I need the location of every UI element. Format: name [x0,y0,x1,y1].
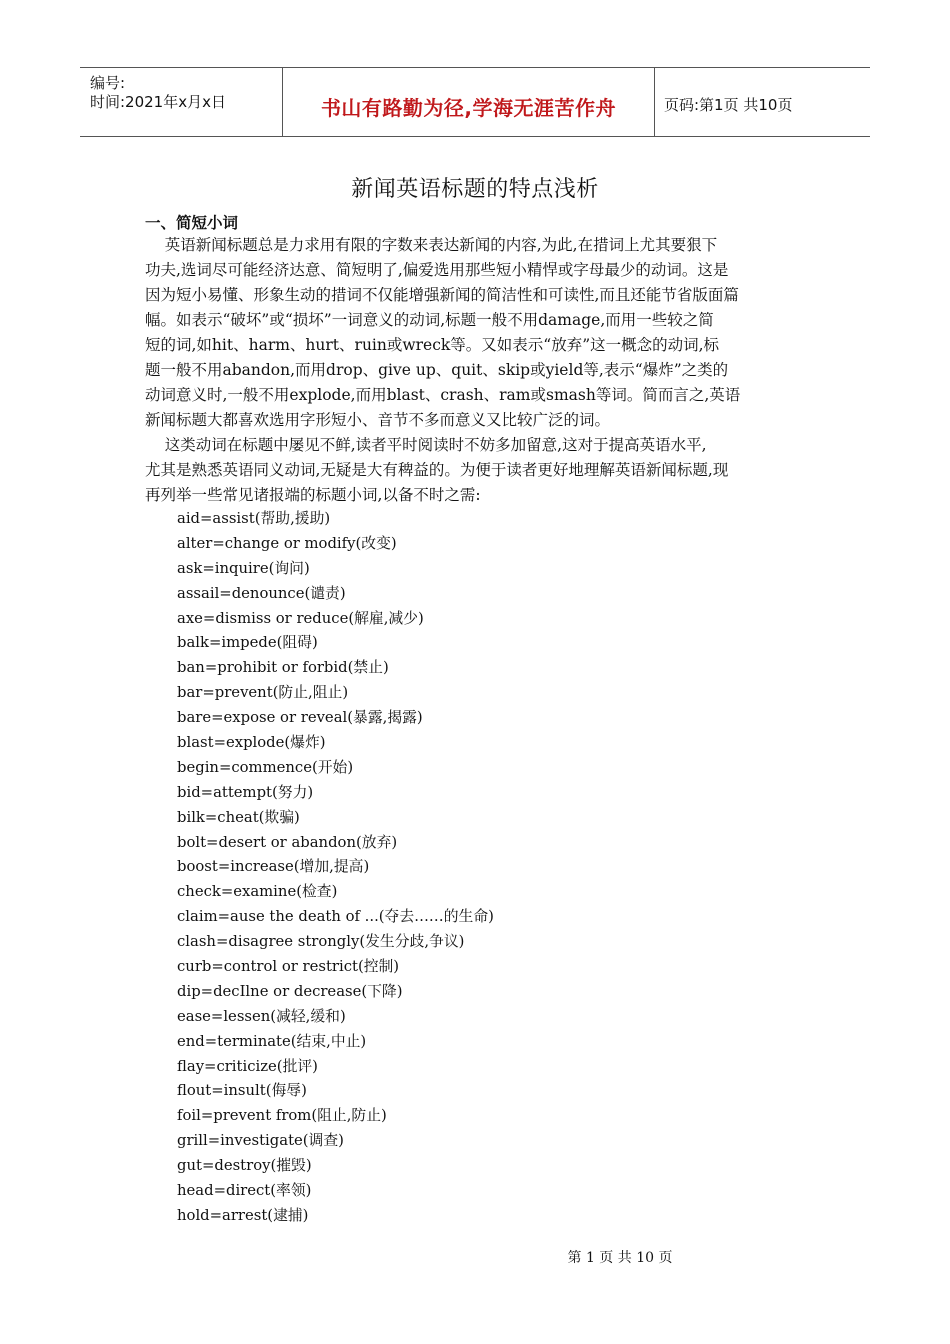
vocab-item: claim=ause the death of ...(夺去……的生命) [177,908,494,926]
section-heading: 一、简短小词 [145,214,239,232]
motto: 书山有路勤为径,学海无涯苦作舟 [320,96,617,120]
paragraph-line: 因为短小易懂、形象生动的措词不仅能增强新闻的简洁性和可读性,而且还能节省版面篇 [145,286,739,304]
paragraph-line: 题一般不用abandon,而用drop、give up、quit、skip或yield等,表示“爆炸”之类的 [145,361,729,379]
vocab-item: ease=lessen(减轻,缓和) [177,1007,346,1025]
header-table [80,67,870,137]
vocab-item: grill=investigate(调查) [177,1132,344,1150]
vocab-item: axe=dismiss or reduce(解雇,减少) [177,609,424,627]
paragraph-1 [145,233,807,433]
vocab-item: begin=commence(开始) [177,758,354,776]
vocab-item: head=direct(率领) [177,1182,312,1200]
vocab-list [177,507,494,1229]
page-label: 页码:第1页 共10页 [664,96,793,114]
vocab-item: hold=arrest(逮捕) [177,1206,309,1224]
vocab-item: ban=prohibit or forbid(禁止) [177,659,389,677]
paragraph-line: 新闻标题大都喜欢选用字形短小、音节不多而意义又比较广泛的词。 [145,411,611,429]
vocab-item: clash=disagree strongly(发生分歧,争议) [177,933,465,951]
vocab-item: alter=change or modify(改变) [177,534,397,552]
paragraph-line: 尤其是熟悉英语同义动词,无疑是大有稗益的。为便于读者更好地理解英语新闻标题,现 [145,461,729,479]
paragraph-line: 幅。如表示“破坏”或“损坏”一词意义的动词,标题一般不用damage,而用一些较之简 [145,311,714,329]
header-page-cell [655,68,870,136]
vocab-item: check=examine(检查) [177,883,338,901]
vocab-item: assail=denounce(谴责) [177,584,346,602]
vocab-item: ask=inquire(询问) [177,559,310,577]
number-label: 编号: [90,74,126,92]
paragraph-line: 英语新闻标题总是力求用有限的字数来表达新闻的内容,为此,在措词上尤其要狠下 [145,236,718,254]
vocab-item: balk=impede(阻碍) [177,634,318,652]
page-footer: 第 1 页 共 10 页 [567,1250,673,1266]
vocab-item: flout=insult(侮辱) [177,1082,307,1100]
vocab-item: bolt=desert or abandon(放弃) [177,833,398,851]
paragraph-line: 功夫,选词尽可能经济达意、简短明了,偏爱选用那些短小精悍或字母最少的动词。这是 [145,261,729,279]
vocab-item: flay=criticize(批评) [177,1057,318,1075]
header-info-cell [80,68,283,136]
vocab-item: boost=increase(增加,提高) [177,858,370,876]
vocab-item: curb=control or restrict(控制) [177,958,400,976]
paragraph-line: 再列举一些常见诸报端的标题小词,以备不时之需: [145,486,481,504]
vocab-item: foil=prevent from(阻止,防止) [177,1107,387,1125]
vocab-item: blast=explode(爆炸) [177,734,326,752]
header-motto-cell [283,68,655,136]
vocab-item: aid=assist(帮助,援助) [177,510,331,527]
vocab-item: bid=attempt(努力) [177,783,314,801]
vocab-item: bar=prevent(防止,阻止) [177,684,349,702]
vocab-item: end=terminate(结束,中止) [177,1032,367,1050]
vocab-item: bare=expose or reveal(暴露,揭露) [177,709,423,727]
paragraph-line: 短的词,如hit、harm、hurt、ruin或wreck等。又如表示“放弃”这一概念的动词,标 [145,336,720,354]
vocab-item: gut=destroy(摧毁) [177,1157,312,1175]
vocab-item: bilk=cheat(欺骗) [177,808,300,826]
document-title: 新闻英语标题的特点浅析 [351,177,599,202]
paragraph-2 [145,433,807,508]
paragraph-line: 动词意义时,一般不用explode,而用blast、crash、ram或smash等词。简而言之,英语 [145,386,741,404]
vocab-item: dip=decIlne or decrease(下降) [177,982,403,1000]
time-label: 时间:2021年x月x日 [90,93,226,111]
paragraph-line: 这类动词在标题中屡见不鲜,读者平时阅读时不妨多加留意,这对于提高英语水平, [145,436,707,454]
